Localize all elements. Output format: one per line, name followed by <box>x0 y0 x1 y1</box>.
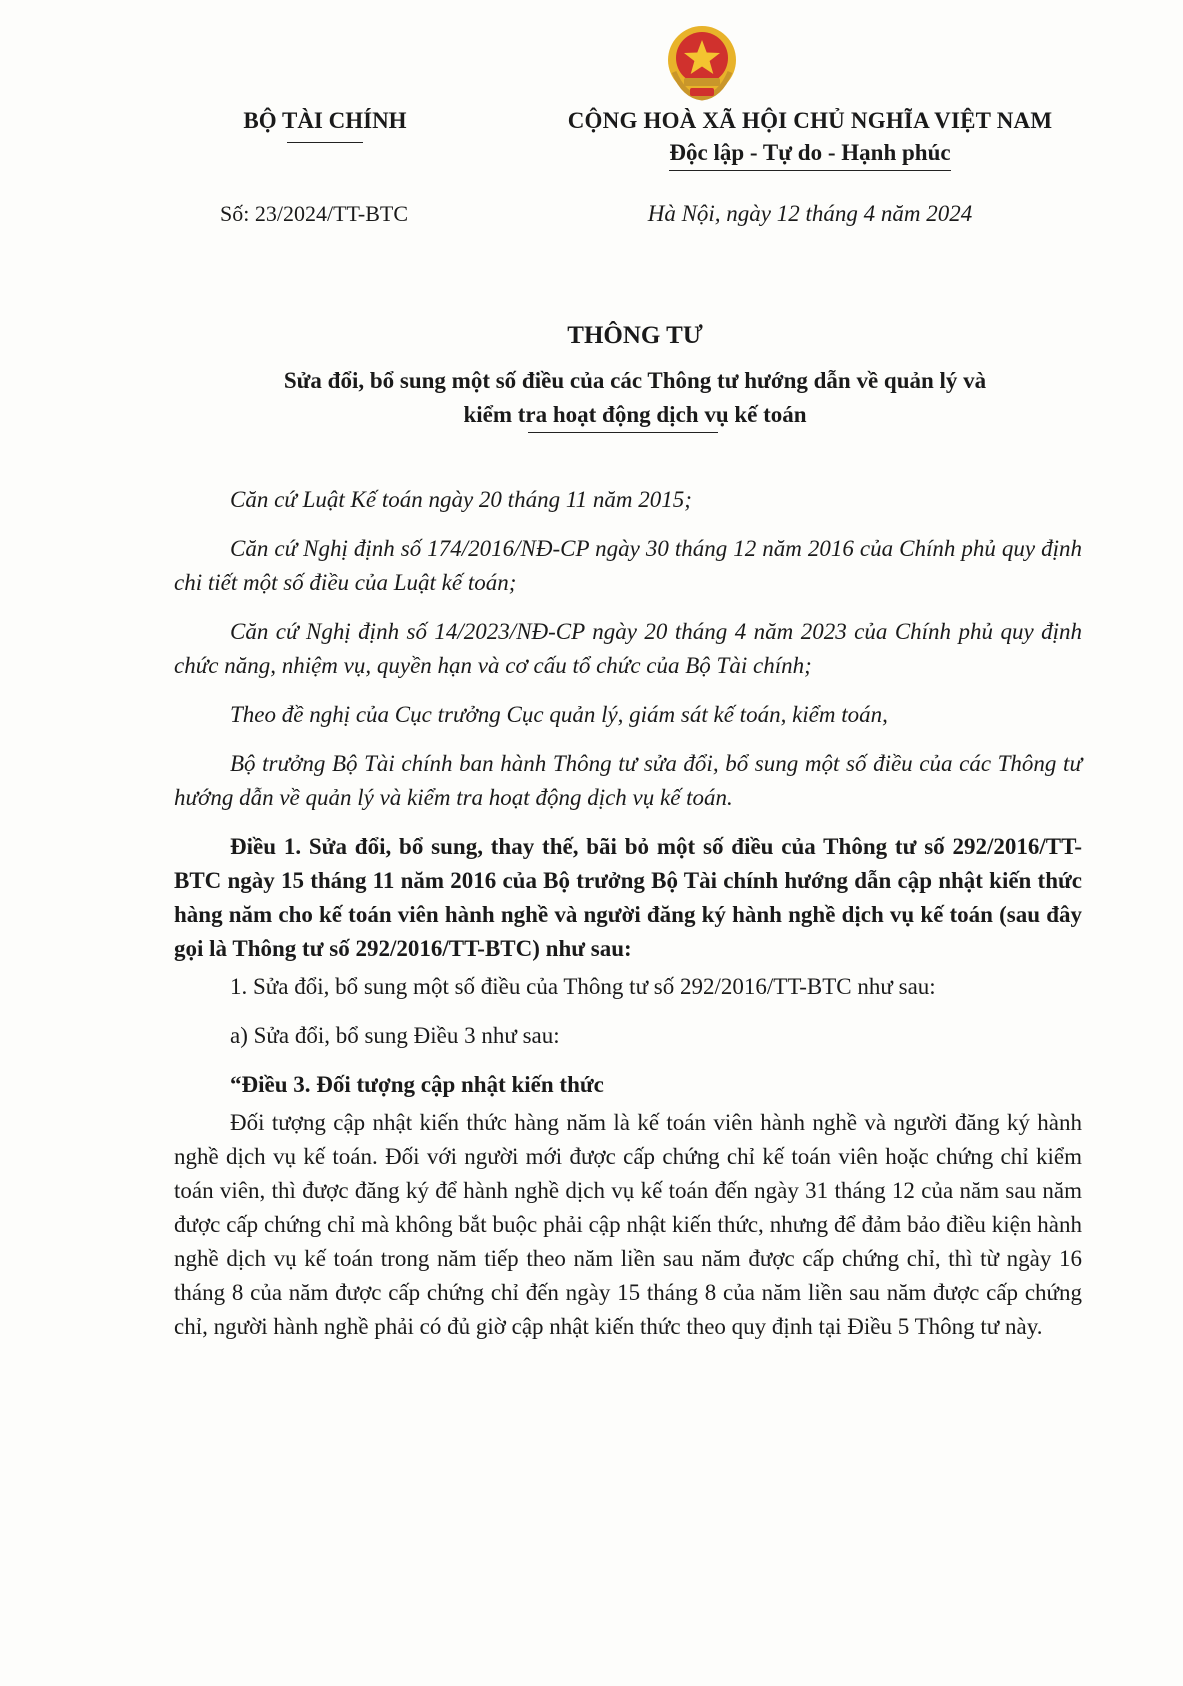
article-3-body: Đối tượng cập nhật kiến thức hàng năm là kế toán viên hành nghề và người đăng ký hành nghề dịch vụ kế toán. Đối với người mới được cấp chứng chỉ kế toán viên hoặc chứng chỉ kiểm toán viên, thì được đăng ký để hành nghề dịch vụ kế toán đến ngày 31 tháng 12 của năm sau năm được cấp chứng chỉ mà không bắt buộc phải cập nhật kiến thức, nhưng để đảm bảo điều kiện hành nghề dịch vụ kế toán trong năm tiếp theo năm liền sau năm được cấp chứng chỉ, thì từ ngày 16 tháng 8 của năm được cấp chứng chỉ đến ngày 15 tháng 8 của năm liền sau năm được cấp chứng chỉ, người hành nghề phải có đủ giờ cập nhật kiến thức theo quy định tại Điều 5 Thông tư này. <box>174 1110 1082 1339</box>
proposal-line: Theo đề nghị của Cục trưởng Cục quản lý, giám sát kế toán, kiểm toán, <box>230 702 888 727</box>
legal-basis-3: Căn cứ Nghị định số 14/2023/NĐ-CP ngày 20 tháng 4 năm 2023 của Chính phủ quy định chức năng, nhiệm vụ, quyền hạn và cơ cấu tổ chức của Bộ Tài chính; <box>174 619 1082 678</box>
document-subtitle <box>175 364 1095 432</box>
legal-basis-1: Căn cứ Luật Kế toán ngày 20 tháng 11 năm 2015; <box>230 487 692 512</box>
article-1-heading: Điều 1. Sửa đổi, bổ sung, thay thế, bãi bỏ một số điều của Thông tư số 292/2016/TT-BTC ngày 15 tháng 11 năm 2016 của Bộ trưởng Bộ Tài chính hướng dẫn cập nhật kiến thức hàng năm cho kế toán viên hành nghề và người đăng ký hành nghề dịch vụ kế toán (sau đây gọi là Thông tư số 292/2016/TT-BTC) như sau: <box>174 834 1082 961</box>
legal-basis-2: Căn cứ Nghị định số 174/2016/NĐ-CP ngày 30 tháng 12 năm 2016 của Chính phủ quy định chi tiết một số điều của Luật kế toán; <box>174 536 1082 595</box>
subtitle-line-2: kiểm tra hoạt động dịch vụ kế toán <box>463 402 807 427</box>
nation-block <box>525 108 1095 171</box>
national-motto: Độc lập - Tự do - Hạnh phúc <box>669 140 950 171</box>
place-date: Hà Nội, ngày 12 tháng 4 năm 2024 <box>647 201 973 226</box>
ministry-block <box>200 108 450 143</box>
document-title: THÔNG TƯ <box>567 322 703 349</box>
point-a: a) Sửa đổi, bổ sung Điều 3 như sau: <box>230 1023 560 1048</box>
national-emblem-icon <box>664 22 740 102</box>
ministry-underline <box>287 142 363 143</box>
article-3-heading: “Điều 3. Đối tượng cập nhật kiến thức <box>230 1072 604 1097</box>
issuance-line: Bộ trưởng Bộ Tài chính ban hành Thông tư sửa đổi, bổ sung một số điều của các Thông tư hướng dẫn về quản lý và kiểm tra hoạt động dịch vụ kế toán. <box>174 751 1082 810</box>
document-body <box>174 483 1082 1359</box>
subtitle-underline <box>528 432 718 433</box>
subtitle-line-1: Sửa đổi, bổ sung một số điều của các Thông tư hướng dẫn về quản lý và <box>283 368 987 393</box>
ministry-name: BỘ TÀI CHÍNH <box>243 108 407 133</box>
document-number: Số: 23/2024/TT-BTC <box>220 201 409 226</box>
nation-name: CỘNG HOÀ XÃ HỘI CHỦ NGHĨA VIỆT NAM <box>567 108 1053 133</box>
clause-1: 1. Sửa đổi, bổ sung một số điều của Thông tư số 292/2016/TT-BTC như sau: <box>230 974 936 999</box>
